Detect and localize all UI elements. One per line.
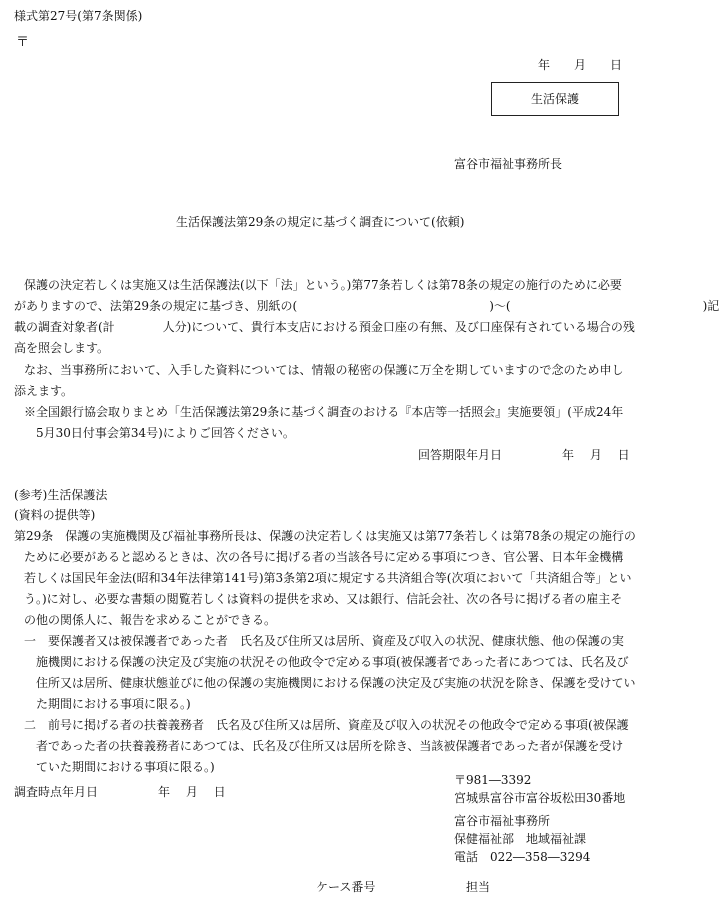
office-name: 富谷市福祉事務所 <box>454 814 551 828</box>
office-address: 宮城県富谷市富谷坂松田30番地 <box>454 791 626 805</box>
document-title: 生活保護法第29条の規定に基づく調査について(依頼) <box>176 215 465 229</box>
office-postal-code: 〒981―3392 <box>454 773 532 787</box>
reference-subheading: (資料の提供等) <box>14 508 96 522</box>
case-number-label: ケース番号 <box>316 880 376 894</box>
postal-mark: 〒 <box>16 35 30 50</box>
sender-name: 富谷市福祉事務所長 <box>454 157 563 171</box>
staff-label: 担当 <box>466 880 491 894</box>
stamp-box <box>491 82 619 116</box>
stamp-box-label: 生活保護 <box>530 92 579 106</box>
reference-heading: (参考)生活保護法 <box>14 488 108 502</box>
office-department: 保健福祉部 地域福祉課 <box>454 832 587 846</box>
survey-date: 調査時点年月日 年 月 日 <box>14 785 226 799</box>
office-telephone: 電話 022―358―3294 <box>454 850 591 864</box>
form-number: 様式第27号(第7条関係) <box>14 9 143 23</box>
date-label: 年 月 日 <box>538 58 623 72</box>
response-deadline: 回答期限年月日 年 月 日 <box>418 448 630 462</box>
